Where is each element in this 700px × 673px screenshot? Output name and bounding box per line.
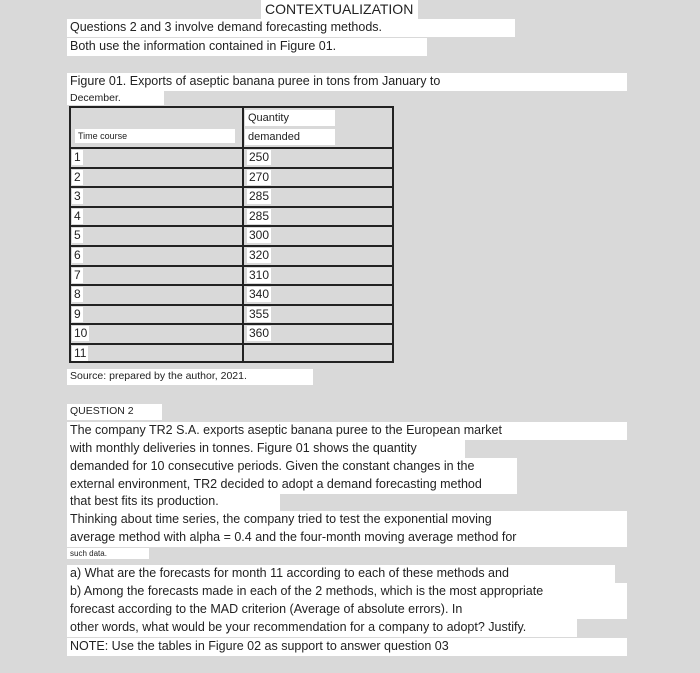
period-cell: 2 — [74, 169, 81, 184]
table-row — [71, 186, 392, 206]
period-cell: 9 — [74, 306, 81, 321]
quantity-cell: 285 — [249, 189, 270, 204]
table-row — [71, 284, 392, 304]
period-cell: 6 — [74, 248, 81, 262]
figure-source: Source: prepared by the author, 2021. — [67, 369, 313, 385]
period-cell: 7 — [74, 267, 81, 282]
page-title: CONTEXTUALIZATION — [261, 0, 418, 19]
table-row — [71, 343, 392, 363]
quantity-cell: 340 — [249, 287, 270, 302]
question-2-line: forecast according to the MAD criterion (Average of absolute errors). In — [67, 601, 627, 619]
table-row — [71, 304, 392, 324]
table-row — [71, 323, 392, 343]
period-cell: 4 — [74, 208, 81, 223]
header-quantity-line-1: Quantity — [245, 110, 335, 126]
intro-line-1: Questions 2 and 3 involve demand forecasting methods. — [67, 19, 515, 37]
table-row — [71, 245, 392, 265]
question-2-line: other words, what would be your recommendation for a company to adopt? Justify. — [67, 619, 577, 637]
quantity-cell: 300 — [249, 228, 270, 243]
question-2-line: such data. — [67, 548, 149, 559]
quantity-cell: 270 — [249, 169, 270, 184]
question-2-line: demanded for 10 consecutive periods. Given the constant changes in the — [67, 458, 517, 476]
intro-line-2: Both use the information contained in Figure 01. — [67, 38, 427, 56]
question-2-line: The company TR2 S.A. exports aseptic banana puree to the European market — [67, 422, 627, 440]
quantity-cell: 355 — [249, 306, 270, 321]
quantity-cell: 320 — [249, 248, 270, 262]
question-2-line: NOTE: Use the tables in Figure 02 as support to answer question 03 — [67, 638, 627, 656]
question-2-line: external environment, TR2 decided to adopt a demand forecasting method — [67, 476, 517, 494]
quantity-cell: 360 — [249, 326, 270, 341]
period-cell: 3 — [74, 189, 81, 204]
quantity-cell: 250 — [249, 150, 270, 164]
table-row — [71, 206, 392, 226]
period-cell: 8 — [74, 287, 81, 302]
period-cell: 5 — [74, 228, 81, 243]
quantity-cell: 310 — [249, 267, 270, 282]
quantity-cell: 285 — [249, 208, 270, 223]
period-cell: 10 — [74, 326, 88, 341]
header-time-course: Time course — [75, 129, 235, 143]
question-2-line: average method with alpha = 0.4 and the four-month moving average method for — [67, 529, 627, 547]
question-2-line: with monthly deliveries in tonnes. Figure 01 shows the quantity — [67, 440, 465, 458]
figure-caption-line-2: December. — [67, 91, 164, 105]
question-2-heading: QUESTION 2 — [67, 404, 162, 420]
question-2-line: that best fits its production. — [67, 493, 280, 511]
question-2-line: a) What are the forecasts for month 11 according to each of these methods and — [67, 565, 615, 583]
table-row — [71, 265, 392, 285]
period-cell: 1 — [74, 150, 81, 164]
question-2-line: b) Among the forecasts made in each of the 2 methods, which is the most appropriate — [67, 583, 627, 601]
figure-caption-line-1: Figure 01. Exports of aseptic banana puree in tons from January to — [67, 73, 627, 91]
table-row — [71, 225, 392, 245]
question-2-line: Thinking about time series, the company tried to test the exponential moving — [67, 511, 627, 529]
period-cell: 11 — [74, 346, 87, 360]
demand-table — [69, 106, 394, 363]
table-row — [71, 147, 392, 167]
header-quantity-line-2: demanded — [245, 129, 335, 145]
table-row — [71, 167, 392, 187]
